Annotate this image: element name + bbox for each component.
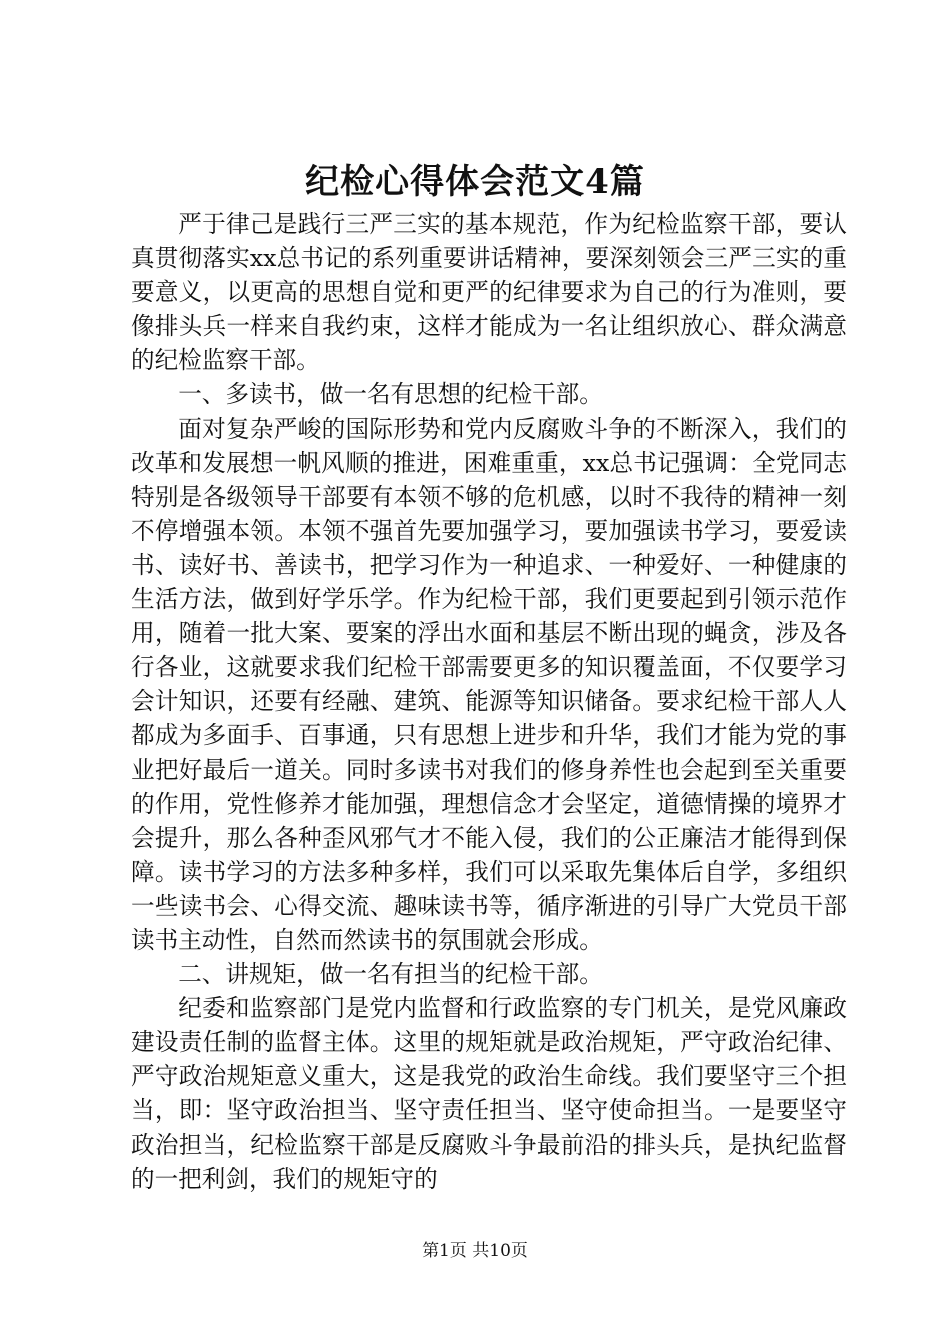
page-number-footer: 第1页 共10页 xyxy=(422,1241,528,1261)
document-body xyxy=(131,207,847,1196)
paragraph-section-1: 面对复杂严峻的国际形势和党内反腐败斗争的不断深入，我们的改革和发展想一帆风顺的推进，困难重重，xx总书记强调：全党同志特别是各级领导干部要有本领不够的危机感，以时不我待的精神一刻不停增强本领。本领不强首先要加强学习，要加强读书学习，要爱读书、读好书、善读书，把学习作为一种追求、一种爱好、一种健康的生活方法，做到好学乐学。作为纪检干部，我们更要起到引领示范作用，随着一批大案、要案的浮出水面和基层不断出现的蝇贪，涉及各行各业，这就要求我们纪检干部需要更多的知识覆盖面，不仅要学习会计知识，还要有经融、建筑、能源等知识储备。要求纪检干部人人都成为多面手、百事通，只有思想上进步和升华，我们才能为党的事业把好最后一道关。同时多读书对我们的修身养性也会起到至关重要的作用，党性修养才能加强，理想信念才会坚定，道德情操的境界才会提升，那么各种歪风邪气才不能入侵，我们的公正廉洁才能得到保障。读书学习的方法多种多样，我们可以采取先集体后自学，多组织一些读书会、心得交流、趣味读书等，循序渐进的引导广大党员干部读书主动性，自然而然读书的氛围就会形成。 xyxy=(131,414,847,954)
page-title: 纪检心得体会范文4篇 xyxy=(305,162,645,202)
paragraph-section-2: 纪委和监察部门是党内监督和行政监察的专门机关，是党风廉政建设责任制的监督主体。这里的规矩就是政治规矩，严守政治纪律、严守政治规矩意义重大，这是我党的政治生命线。我们要坚守三个担当，即：坚守政治担当、坚守责任担当、坚守使命担当。一是要坚守政治担当，纪检监察干部是反腐败斗争最前沿的排头兵，是执纪监督的一把利剑，我们的规矩守的 xyxy=(131,994,847,1193)
paragraph-intro: 严于律己是践行三严三实的基本规范，作为纪检监察干部，要认真贯彻落实xx总书记的系列重要讲话精神，要深刻领会三严三实的重要意义，以更高的思想自觉和更严的纪律要求为自己的行为准则，要像排头兵一样来自我约束，这样才能成为一名让组织放心、群众满意的纪检监察干部。 xyxy=(131,210,847,375)
section-heading-2: 二、讲规矩，做一名有担当的纪检干部。 xyxy=(178,960,603,989)
section-heading-1: 一、多读书，做一名有思想的纪检干部。 xyxy=(178,380,603,409)
